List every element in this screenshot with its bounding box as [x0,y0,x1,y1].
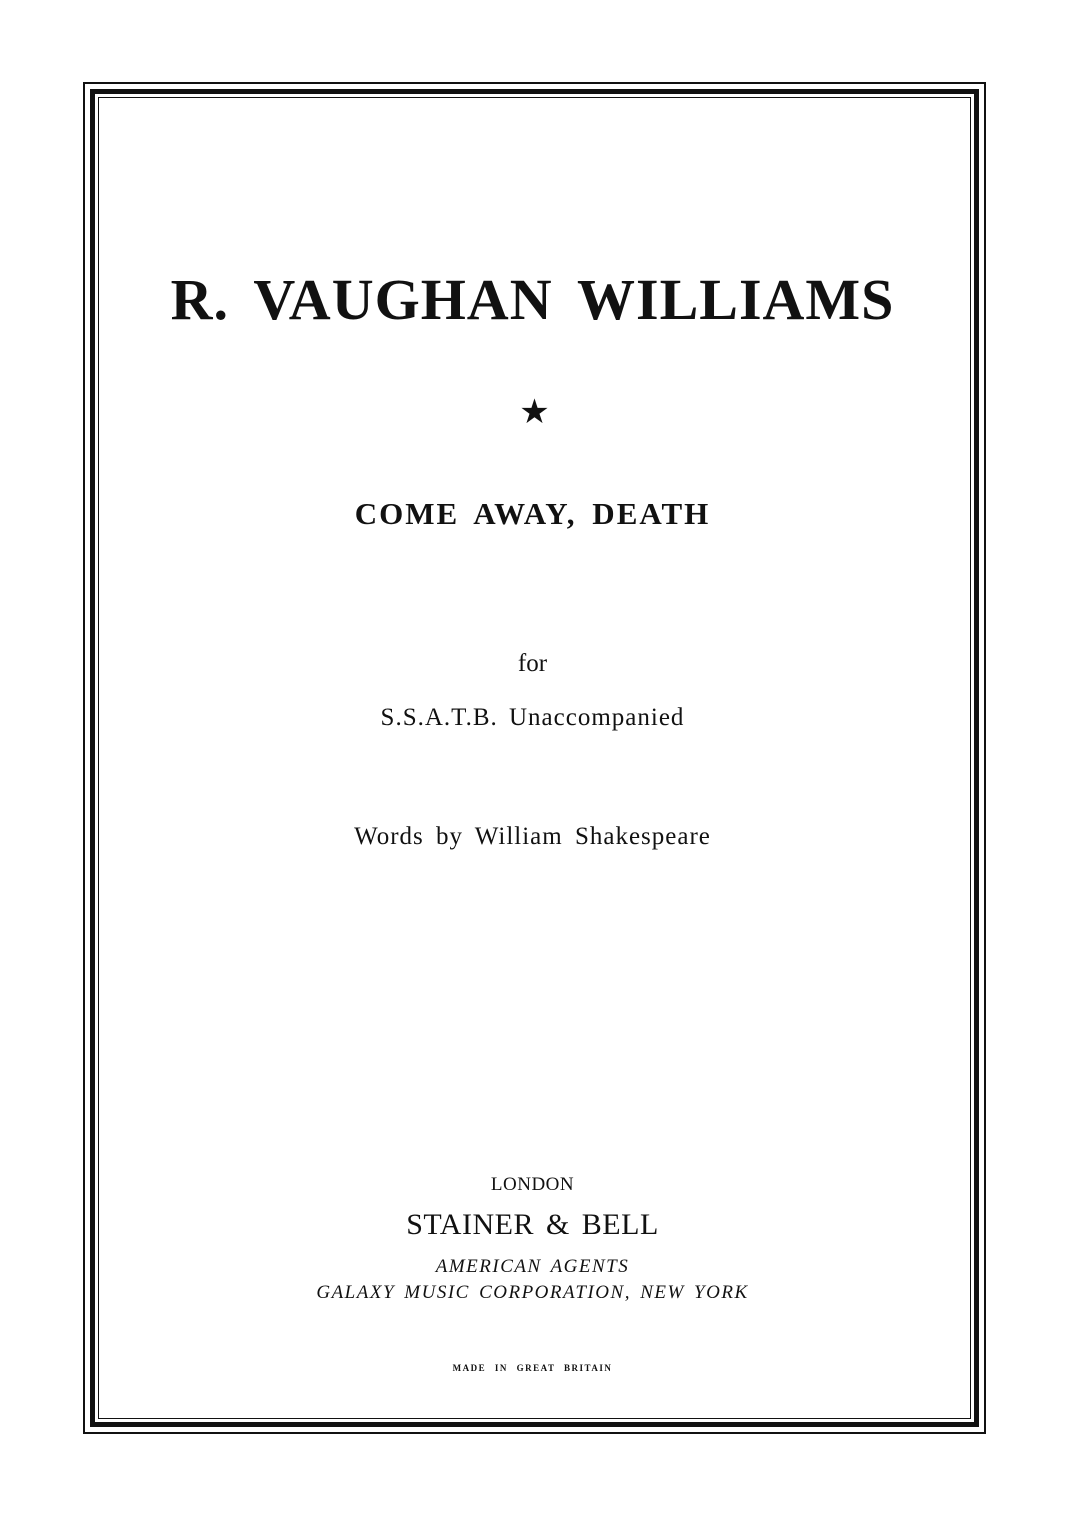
for-label: for [517,650,548,677]
publisher-name: STAINER & BELL [406,1208,659,1241]
voicing-text: S.S.A.T.B. Unaccompanied [380,704,685,731]
words-credit: Words by William Shakespeare [354,823,711,850]
work-title: COME AWAY, DEATH [354,496,711,531]
publisher-city: LONDON [490,1174,575,1195]
american-agents-name: GALAXY MUSIC CORPORATION, NEW YORK [316,1282,749,1303]
made-in-notice: MADE IN GREAT BRITAIN [452,1363,613,1373]
composer-name: R. VAUGHAN WILLIAMS [170,267,895,332]
american-agents-label: AMERICAN AGENTS [435,1256,630,1277]
star-icon: ★ [519,392,550,432]
